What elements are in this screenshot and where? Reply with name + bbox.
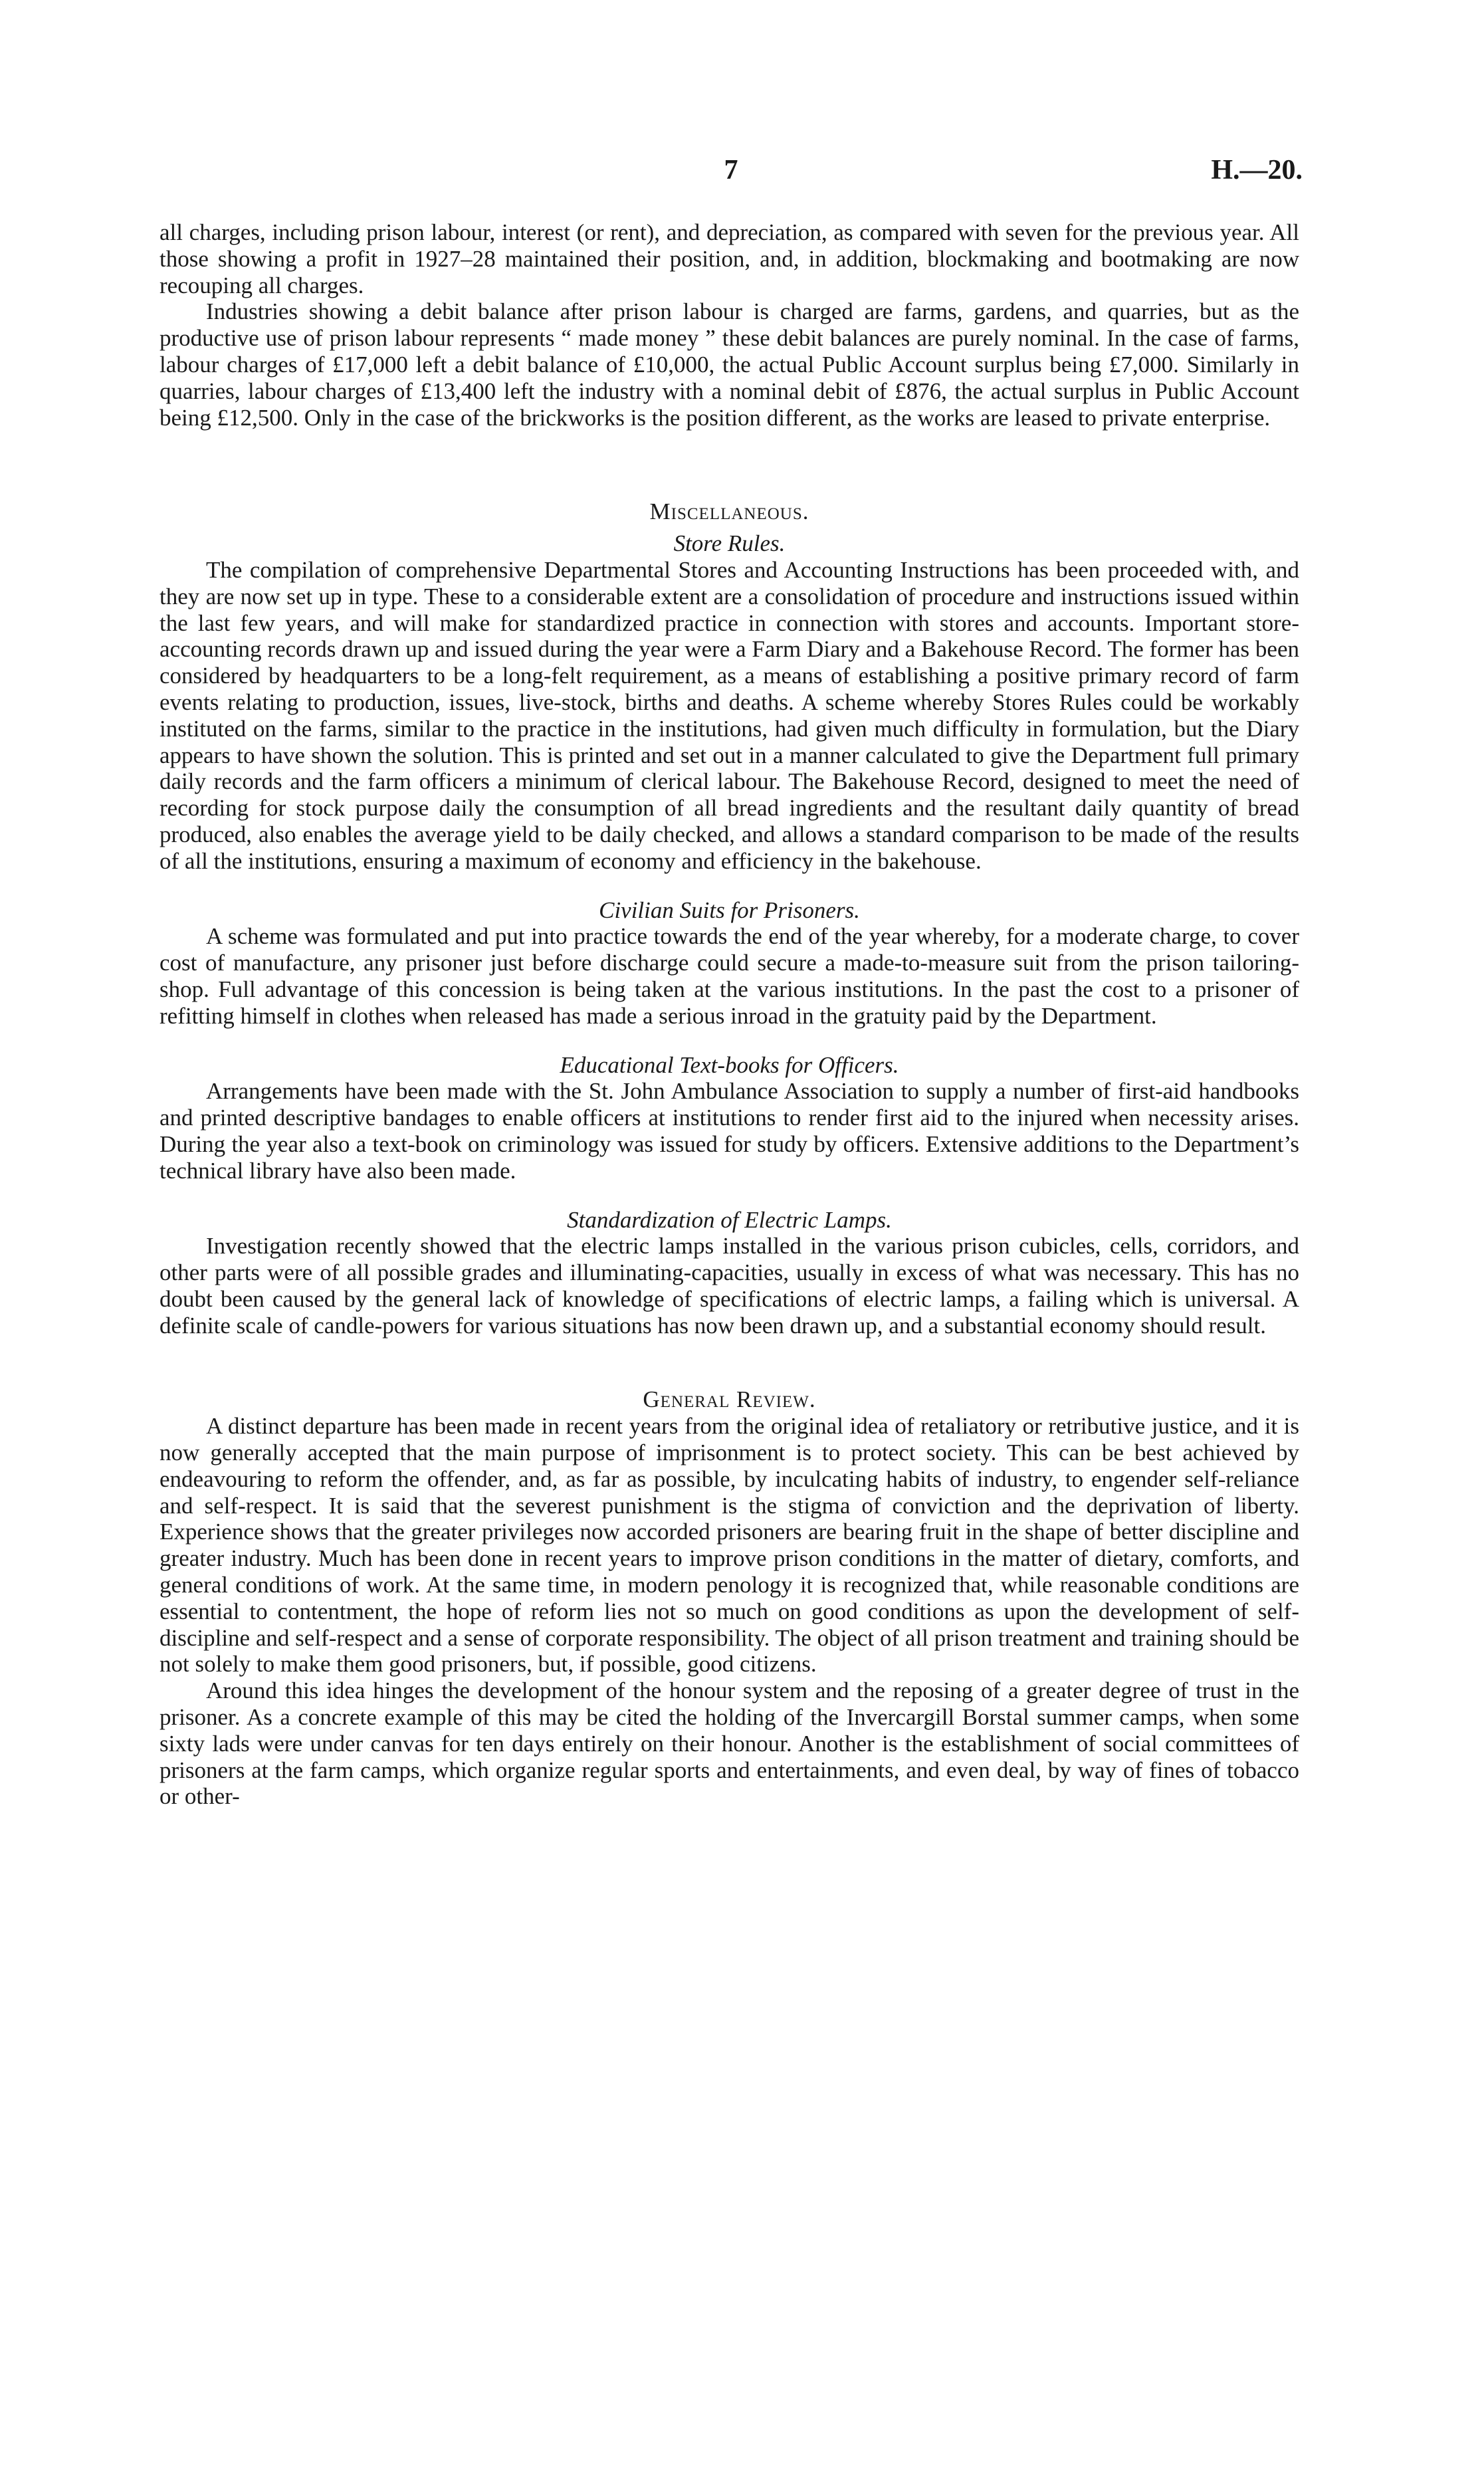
page-header [159, 150, 1303, 190]
intro-paragraph-1: all charges, including prison labour, interest (or rent), and depreciation, as compared with seven for the previous year. All those showing a profit in 1927–28 maintained their position, and, in addition, blockmaking and bootmaking are now recouping all charges. [159, 219, 1299, 298]
general-review-paragraph-2: Around this idea hinges the development of the honour system and the reposing of a greater degree of trust in the prisoner. As a concrete example of this may be cited the holding of the Invercargill Borstal summer camps, when some sixty lads were under canvas for ten days entirely on their honour. Another is the establishment of social committees of prisoners at the farm camps, which organize regular sports and entertainments, and even deal, by way of fines of tobacco or other- [159, 1677, 1299, 1810]
civilian-suits-heading: Civilian Suits for Prisoners. [599, 897, 860, 923]
general-review-heading: General Review. [643, 1386, 816, 1413]
intro-paragraph-2: Industries showing a debit balance after prison labour is charged are farms, gardens, and quarries, but as the productive use of prison labour represents “ made money ” these debit balances are purely nominal. In the case of farms, labour charges of £17,000 left a debit balance of £10,000, the actual Public Account surplus being £7,000. Similarly in quarries, labour charges of £13,400 left the industry with a nominal debit of £876, the actual surplus in Public Account being £12,500. Only in the case of the brickworks is the position different, as the works are leased to private enterprise. [159, 298, 1299, 431]
electric-lamps-paragraph: Investigation recently showed that the electric lamps installed in the various prison cubicles, cells, corridors, and other parts were of all possible grades and illuminating-capacities, usually in excess of what was necessary. This has no doubt been caused by the general lack of knowledge of specifications of electric lamps, a failing which is universal. A definite scale of candle-powers for various situations has now been drawn up, and a substantial economy should result. [159, 1233, 1299, 1339]
text-books-heading: Educational Text-books for Officers. [560, 1051, 899, 1078]
store-rules-heading: Store Rules. [673, 530, 786, 557]
miscellaneous-heading: Miscellaneous. [649, 498, 809, 525]
civilian-suits-paragraph: A scheme was formulated and put into practice towards the end of the year whereby, for a moderate charge, to cover cost of manufacture, any prisoner just before discharge could secure a made-to-measure suit from the prison tailoring-shop. Full advantage of this concession is being taken at the various institutions. In the past the cost to a prisoner of refitting himself in clothes when released has made a serious inroad in the gratuity paid by the Department. [159, 923, 1299, 1029]
page-body [159, 219, 1299, 1810]
electric-lamps-heading: Standardization of Electric Lamps. [567, 1206, 892, 1233]
store-rules-paragraph: The compilation of comprehensive Departmental Stores and Accounting Instructions has been proceeded with, and they are now set up in type. These to a considerable extent are a consolidation of procedure and instructions issued within the last few years, and will make for standardized practice in connection with stores and accounts. Important store-accounting records drawn up and issued during the year were a Farm Diary and a Bakehouse Record. The former has been considered by headquarters to be a long-felt requirement, as a means of establishing a positive primary record of farm events relating to production, issues, live-stock, births and deaths. A scheme whereby Stores Rules could be workably instituted on the farms, similar to the practice in the institutions, had given much difficulty in formulation, but the Diary appears to have shown the solution. This is printed and set out in a manner calculated to give the Department full primary daily records and the farm officers a minimum of clerical labour. The Bakehouse Record, designed to meet the need of recording for stock purpose daily the consumption of all bread ingredients and the resultant daily quantity of bread produced, also enables the average yield to be daily checked, and allows a standard comparison to be made of the results of all the institutions, ensuring a maximum of economy and efficiency in the bakehouse. [159, 556, 1299, 874]
text-books-paragraph: Arrangements have been made with the St. John Ambulance Association to supply a number of first-aid handbooks and printed descriptive bandages to enable officers at institutions to render first aid to the injured when necessity arises. During the year also a text-book on criminology was issued for study by officers. Extensive additions to the Department’s technical library have also been made. [159, 1078, 1299, 1184]
page-number: 7 [724, 155, 738, 185]
document-code: H.—20. [1211, 155, 1303, 185]
general-review-paragraph-1: A distinct departure has been made in recent years from the original idea of retaliatory or retributive justice, and it is now generally accepted that the main purpose of imprisonment is to protect society. This can be best achieved by endeavouring to reform the offender, and, as far as possible, by inculcating habits of industry, to engender self-reliance and self-respect. It is said that the severest punishment is the stigma of conviction and the deprivation of liberty. Experience shows that the greater privileges now accorded prisoners are bearing fruit in the shape of better discipline and greater industry. Much has been done in recent years to improve prison conditions in the matter of dietary, comforts, and general conditions of work. At the same time, in modern penology it is recognized that, while reasonable conditions are essential to contentment, the hope of reform lies not so much on good conditions as upon the development of self-discipline and self-respect and a sense of corporate responsibility. The object of all prison treatment and training should be not solely to make them good prisoners, but, if possible, good citizens. [159, 1413, 1299, 1677]
